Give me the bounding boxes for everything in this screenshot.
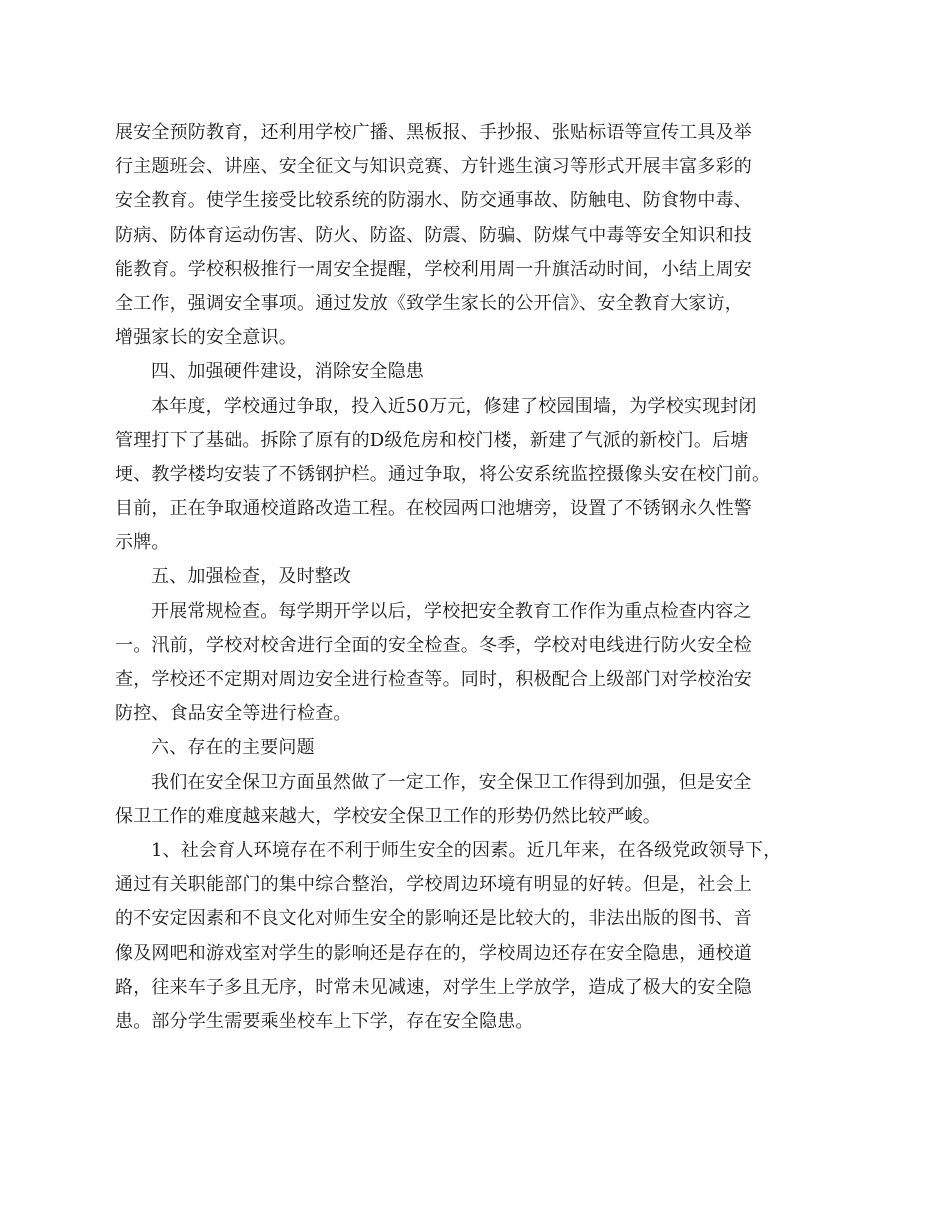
text-line: 行主题班会、讲座、安全征文与知识竞赛、方针逃生演习等形式开展丰富多彩的	[115, 156, 752, 178]
text-line: 增强家长的安全意识。	[115, 327, 297, 349]
text-line: 防控、食品安全等进行检查。	[115, 703, 352, 725]
paragraph-start-line: 1、社会育人环境存在不利于师生安全的因素。近几年来，在各级党政领导下，	[151, 839, 782, 861]
text-line: 全工作，强调安全事项。通过发放《致学生家长的公开信》、安全教育大家访，	[115, 292, 743, 314]
text-line: 示牌。	[115, 532, 170, 554]
text-line: 能教育。学校积极推行一周安全提醒，学校利用周一升旗活动时间，小结上周安	[115, 258, 752, 280]
text-line: 管理打下了基础。拆除了原有的D级危房和校门楼，新建了气派的新校门。后塘	[115, 429, 749, 451]
paragraph-start-line: 六、存在的主要问题	[151, 737, 315, 759]
paragraph-start-line: 开展常规检查。每学期开学以后，学校把安全教育工作作为重点检查内容之	[151, 600, 752, 622]
text-line: 患。部分学生需要乘坐校车上下学，存在安全隐患。	[115, 1010, 534, 1032]
text-line: 埂、教学楼均安装了不锈钢护栏。通过争取，将公安系统监控摄像头安在校门前。	[115, 463, 771, 485]
text-line: 通过有关职能部门的集中综合整治，学校周边环境有明显的好转。但是，社会上	[115, 874, 752, 896]
document-body	[115, 116, 835, 1039]
text-line: 一。汛前，学校对校舍进行全面的安全检查。冬季，学校对电线进行防火安全检	[115, 634, 752, 656]
paragraph-start-line: 本年度，学校通过争取，投入近50万元，修建了校园围墙，为学校实现封闭	[151, 395, 757, 417]
text-line: 目前，正在争取通校道路改造工程。在校园两口池塘旁，设置了不锈钢永久性警	[115, 498, 752, 520]
text-line: 路，往来车子多且无序，时常未见减速，对学生上学放学，造成了极大的安全隐	[115, 976, 752, 998]
text-line: 像及网吧和游戏室对学生的影响还是存在的，学校周边还存在安全隐患，通校道	[115, 942, 752, 964]
text-line: 安全教育。使学生接受比较系统的防溺水、防交通事故、防触电、防食物中毒、	[115, 190, 752, 212]
text-line: 保卫工作的难度越来越大，学校安全保卫工作的形势仍然比较严峻。	[115, 805, 661, 827]
paragraph-start-line: 我们在安全保卫方面虽然做了一定工作，安全保卫工作得到加强，但是安全	[151, 771, 752, 793]
text-line: 查，学校还不定期对周边安全进行检查等。同时，积极配合上级部门对学校治安	[115, 669, 752, 690]
paragraph-start-line: 四、加强硬件建设，消除安全隐患	[151, 361, 424, 383]
text-line: 展安全预防教育，还利用学校广播、黑板报、手抄报、张贴标语等宣传工具及举	[115, 122, 752, 143]
text-line: 的不安定因素和不良文化对师生安全的影响还是比较大的，非法出版的图书、音	[115, 908, 752, 930]
paragraph-start-line: 五、加强检查，及时整改	[151, 566, 352, 588]
text-line: 防病、防体育运动伤害、防火、防盗、防震、防骗、防煤气中毒等安全知识和技	[115, 224, 752, 246]
